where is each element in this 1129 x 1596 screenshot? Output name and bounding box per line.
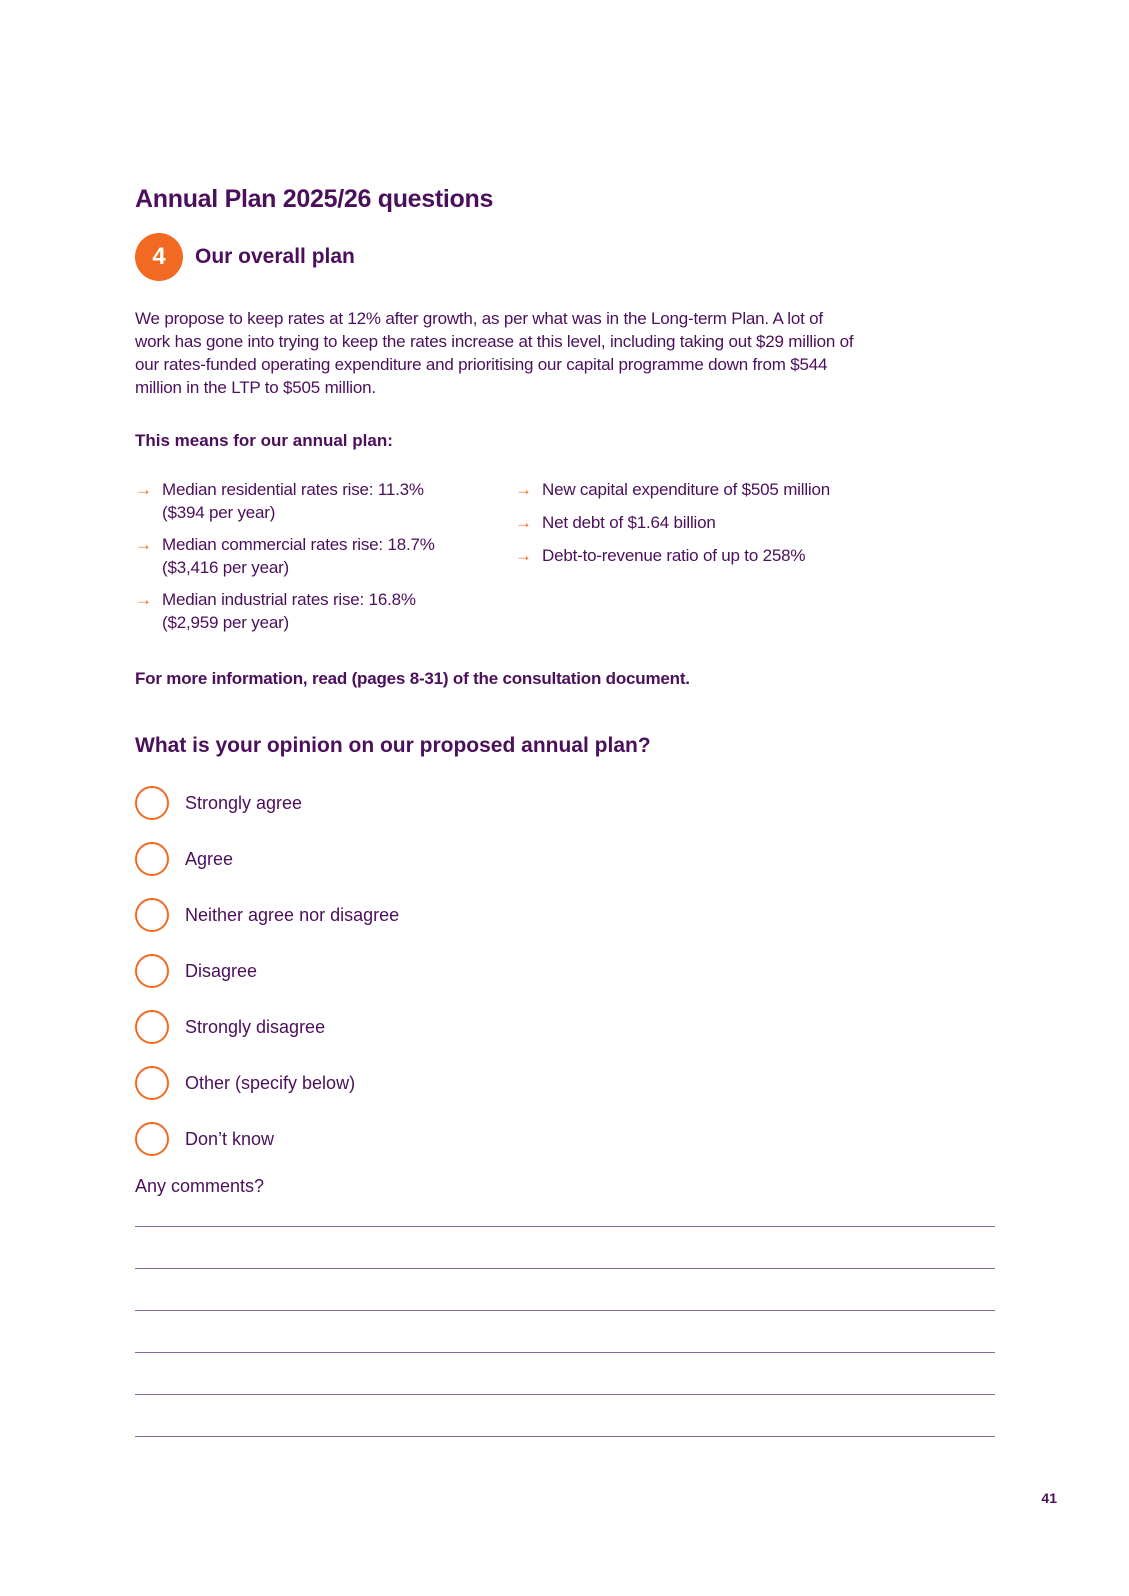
option-label: Neither agree nor disagree [185,904,400,925]
bullet-line: ($2,959 per year) [162,613,290,632]
option-strongly-disagree[interactable] [135,1008,399,1046]
radio-circle[interactable] [135,842,169,876]
option-label: Disagree [185,960,258,981]
comments-label: Any comments? [135,1176,265,1196]
bullet-line: Median residential rates rise: 11.3% [162,480,424,499]
arrow-right-icon: → [515,480,532,499]
option-neither[interactable] [135,896,399,934]
option-disagree[interactable] [135,952,399,990]
radio-circle[interactable] [135,1010,169,1044]
list-item [135,478,485,524]
more-info-note: For more information, read (pages 8-31) of the consultation document. [135,669,690,688]
list-item [135,588,485,634]
option-dont-know[interactable] [135,1120,399,1158]
radio-circle[interactable] [135,786,169,820]
option-strongly-agree[interactable] [135,784,399,822]
opinion-options [135,784,399,1176]
bullet-line: New capital expenditure of $505 million [542,480,830,499]
option-agree[interactable] [135,840,399,878]
option-label: Other (specify below) [185,1072,356,1093]
arrow-right-icon: → [515,513,532,532]
list-item [135,533,485,579]
option-label: Strongly agree [185,792,303,813]
comment-line-field[interactable] [135,1353,995,1395]
means-heading: This means for our annual plan: [135,431,393,450]
arrow-right-icon: → [515,546,532,565]
list-item [515,511,935,534]
list-item [515,544,935,567]
bullet-line: Net debt of $1.64 billion [542,513,716,532]
bullet-line: Debt-to-revenue ratio of up to 258% [542,546,806,565]
arrow-right-icon: → [135,535,152,554]
list-item [515,478,935,501]
intro-paragraph: We propose to keep rates at 12% after growth, as per what was in the Long-term Plan. A lot of work has gone into trying to keep the rates increase at this level, including taking out $29 million of our rates-funded operating expenditure and prioritising our capital programme down from $544 million in the LTP to $505 million. [135,309,854,397]
option-label: Don’t know [185,1128,275,1149]
arrow-right-icon: → [135,590,152,609]
arrow-right-icon: → [135,480,152,499]
option-other[interactable] [135,1064,399,1102]
page-number: 41 [1041,1490,1057,1506]
option-label: Agree [185,848,234,869]
radio-circle[interactable] [135,1066,169,1100]
radio-circle[interactable] [135,954,169,988]
question-heading: What is your opinion on our proposed annual plan? [135,734,651,757]
impact-list-left [135,478,485,643]
comment-line-field[interactable] [135,1395,995,1437]
section-header [135,233,355,281]
page-title: Annual Plan 2025/26 questions [135,185,494,213]
comment-line-field[interactable] [135,1227,995,1269]
impact-list-right [515,478,935,577]
radio-circle[interactable] [135,898,169,932]
bullet-line: ($394 per year) [162,503,276,522]
comment-line-field[interactable] [135,1311,995,1353]
option-label: Strongly disagree [185,1016,326,1037]
bullet-line: Median industrial rates rise: 16.8% [162,590,416,609]
radio-circle[interactable] [135,1122,169,1156]
bullet-line: ($3,416 per year) [162,558,290,577]
section-title: Our overall plan [195,245,355,268]
bullet-line: Median commercial rates rise: 18.7% [162,535,435,554]
comments-area[interactable] [135,1226,995,1437]
question-number-badge: 4 [135,233,183,281]
comment-line-field[interactable] [135,1269,995,1311]
